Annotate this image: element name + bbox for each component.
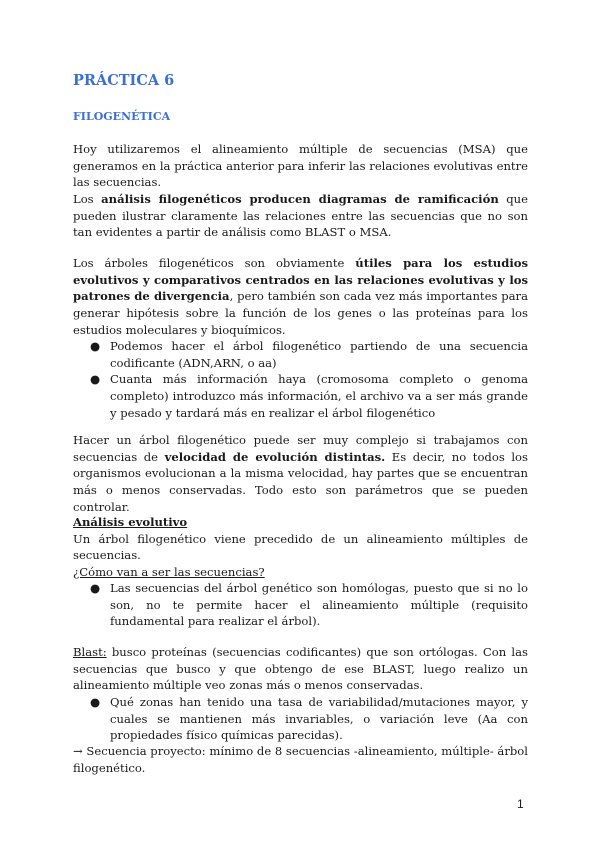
text: Los [73, 192, 102, 206]
list-item [88, 338, 528, 371]
text: , pero también son cada vez más importantes para generar hipótesis sobre la función de los genes o las proteínas para los estudios moleculares y bioquímicos. [73, 289, 528, 337]
bold-text: análisis filogenéticos producen diagramas de ramificación [101, 192, 499, 206]
list-item-text: Cuanta más información haya (cromosoma completo o genoma completo) introduzco más información, el archivo va a ser más grande y pesado y tardará más en realizar el árbol filogenético [110, 372, 528, 420]
page-title: PRÁCTICA 6 [73, 72, 175, 89]
bullet-icon: ● [90, 695, 101, 709]
bullet-icon: ● [90, 372, 101, 387]
section-text: Un árbol filogenético viene precedido de un alineamiento múltiples de secuencias. [73, 531, 528, 563]
bullet-icon: ● [90, 581, 101, 595]
bold-text: velocidad de evolución distintas. [164, 449, 386, 464]
paragraph-velocidad [73, 432, 528, 516]
section-analisis-evolutivo [73, 514, 528, 564]
bullet-list-3 [88, 694, 528, 744]
bold-text: útiles para los estudios evolutivos y comparativos centrados en las relaciones evolutivas y los patrones de divergencia [73, 256, 529, 304]
text: → Secuencia proyecto: mínimo de 8 secuencias -alineamiento, múltiple- árbol filogenético. [73, 744, 528, 775]
paragraph-intro-text: Hoy utilizaremos el alineamiento múltiple de secuencias (MSA) que generamos en la práctica anterior para inferir las relaciones evolutivas entre las secuencias. [73, 142, 528, 190]
list-item-text: Las secuencias del árbol genético son homólogas, puesto que si no lo son, no te permite hacer el alineamiento múltiple (requisito fundamental para realizar el árbol). [110, 581, 528, 629]
section-heading: Análisis evolutivo [73, 515, 188, 529]
text: Es decir, no todos los organismos evolucionan a la misma velocidad, hay partes que se encuentran más o menos conservadas. Todo esto son parámetros que se pueden controlar. [73, 449, 528, 514]
paragraph-intro [73, 141, 528, 191]
list-item [88, 694, 528, 744]
blast-label: Blast: [73, 645, 107, 659]
text: que pueden ilustrar claramente las relaciones entre las secuencias que no son tan evidentes a partir de análisis como BLAST o MSA. [73, 192, 528, 240]
text: Los árboles filogenéticos son obviamente [73, 256, 356, 270]
bullet-list-2 [88, 580, 528, 630]
paragraph-proyecto [73, 743, 528, 776]
bullet-icon: ● [90, 339, 101, 353]
list-item-text: Podemos hacer el árbol filogenético partiendo de una secuencia codificante (ADN,ARN, o aa) [110, 339, 528, 370]
question-text: ¿Cómo van a ser las secuencias? [73, 565, 265, 579]
list-item-text: Qué zonas han tenido una tasa de variabilidad/mutaciones mayor, y cuales se mantienen más invariables, o variación leve (Aa con propiedades físico químicas parecidas). [110, 695, 528, 743]
list-item [88, 580, 528, 630]
page-number: 1 [517, 797, 524, 811]
paragraph-arboles [73, 255, 528, 339]
bullet-list-1 [88, 338, 528, 422]
paragraph-blast [73, 644, 528, 694]
page-subtitle: FILOGENÉTICA [73, 110, 171, 123]
list-item [88, 371, 528, 421]
text: Hacer un árbol filogenético puede ser muy complejo si trabajamos con secuencias de [73, 433, 528, 464]
paragraph-analisis [73, 191, 528, 241]
text: busco proteínas (secuencias codificantes) que son ortólogas. Con las secuencias que busco y que obtengo de ese BLAST, luego realizo un alineamiento múltiple veo zonas más o menos conservadas. [73, 645, 528, 693]
question-heading [73, 564, 528, 581]
